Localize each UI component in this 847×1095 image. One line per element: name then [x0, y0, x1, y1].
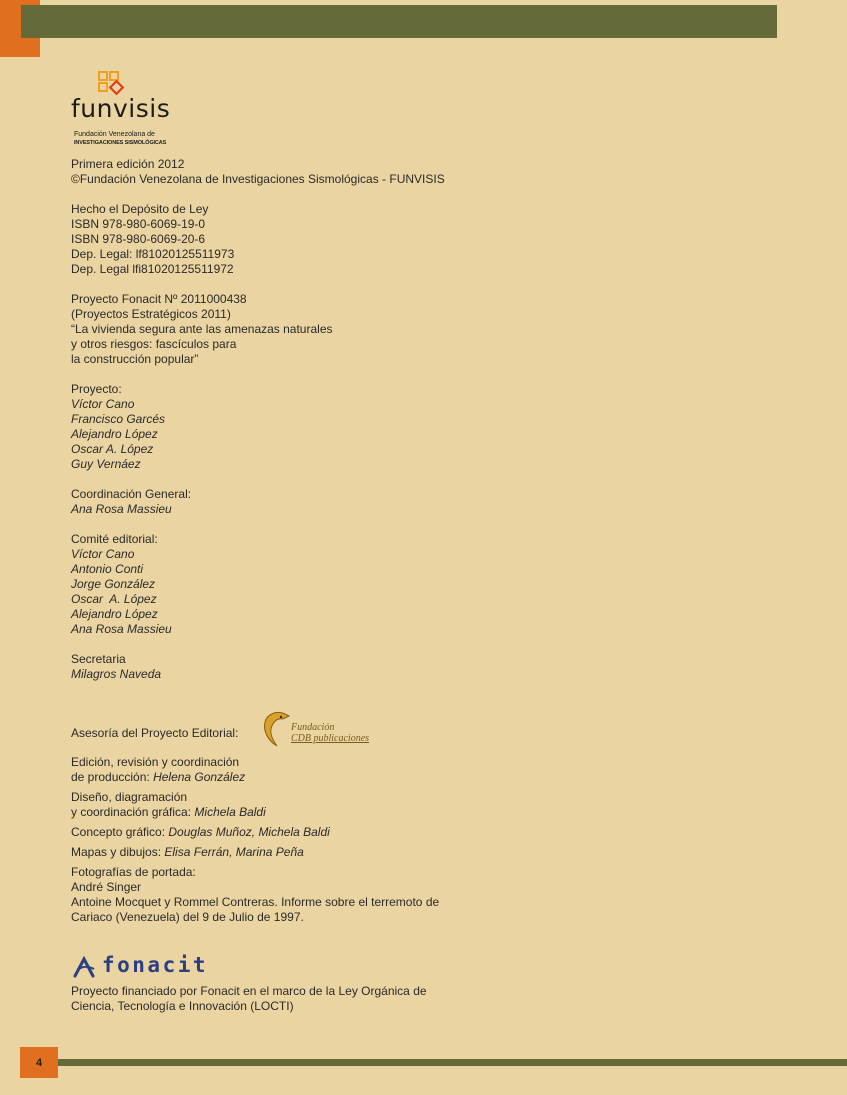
text-line: y coordinación gráfica: Michela Baldi	[71, 805, 266, 819]
person-name: Michela Baldi	[194, 805, 266, 819]
section-label: Comité editorial:	[71, 532, 158, 546]
text-line: Antoine Mocquet y Rommel Contreras. Informe sobre el terremoto de	[71, 895, 440, 909]
cdb-logo-line2: CDB publicaciones	[291, 733, 370, 744]
asesoria-row	[71, 706, 471, 752]
person-name: Alejandro López	[71, 427, 158, 441]
text-line: Proyecto financiado por Fonacit en el marco de la Ley Orgánica de	[71, 984, 427, 998]
text-line: la construcción popular”	[71, 352, 199, 366]
production-credits	[71, 755, 631, 925]
text-line: Cariaco (Venezuela) del 9 de Julio de 1997.	[71, 910, 304, 924]
funvisis-subtitle: Fundación Venezolana de	[74, 131, 155, 138]
text-line: (Proyectos Estratégicos 2011)	[71, 307, 231, 321]
person-name: Jorge González	[71, 577, 156, 591]
person-name: Helena González	[153, 770, 246, 784]
text-line: Mapas y dibujos: Elisa Ferrán, Marina Peña	[71, 845, 304, 859]
text-line: Dep. Legal: lf81020125511973	[71, 247, 235, 261]
text-line: André Singer	[71, 880, 142, 894]
fonacit-wordmark: fonacit	[102, 953, 209, 977]
person-name: Douglas Muñoz, Michela Baldi	[168, 825, 330, 839]
person-name: Ana Rosa Massieu	[71, 622, 172, 636]
credits-content	[71, 157, 631, 682]
text-line: Primera edición 2012	[71, 157, 185, 171]
person-name: Víctor Cano	[71, 397, 135, 411]
section-label: Secretaria	[71, 652, 126, 666]
text-line: de producción: Helena González	[71, 770, 246, 784]
person-name: Oscar A. López	[71, 592, 157, 606]
text-line: Ciencia, Tecnología e Innovación (LOCTI)	[71, 999, 294, 1013]
cdb-logo	[259, 708, 379, 750]
funvisis-wordmark: funvisis	[71, 94, 171, 123]
cdb-logo-line1: Fundación	[291, 722, 335, 733]
text-line: ISBN 978-980-6069-20-6	[71, 232, 206, 246]
text-line: Proyecto Fonacit Nº 2011000438	[71, 292, 247, 306]
person-name: Ana Rosa Massieu	[71, 502, 172, 516]
text-line: ©Fundación Venezolana de Investigaciones Sismológicas - FUNVISIS	[71, 172, 445, 186]
bottom-bar	[58, 1059, 847, 1066]
fonacit-logo	[72, 953, 212, 979]
dolphin-icon	[259, 708, 293, 750]
person-name: Milagros Naveda	[71, 667, 162, 681]
text-line: Concepto gráfico: Douglas Muñoz, Michela Baldi	[71, 825, 330, 839]
page-number: 4	[20, 1047, 58, 1078]
text-line: Edición, revisión y coordinación	[71, 755, 240, 769]
person-name: Alejandro López	[71, 607, 158, 621]
funvisis-logo	[71, 70, 191, 152]
text-line: ISBN 978-980-6069-19-0	[71, 217, 206, 231]
text-line: Fotografías de portada:	[71, 865, 196, 879]
text-line: Diseño, diagramación	[71, 790, 188, 804]
person-name: Elisa Ferrán, Marina Peña	[164, 845, 304, 859]
person-name: Víctor Cano	[71, 547, 135, 561]
person-name: Guy Vernáez	[71, 457, 141, 471]
section-label: Coordinación General:	[71, 487, 192, 501]
top-header-bar	[21, 5, 777, 38]
person-name: Francisco Garcés	[71, 412, 166, 426]
text-line: “La vivienda segura ante las amenazas naturales	[71, 322, 333, 336]
text-line: Hecho el Depósito de Ley	[71, 202, 209, 216]
asesoria-label: Asesoría del Proyecto Editorial:	[71, 726, 239, 740]
person-name: Antonio Conti	[71, 562, 144, 576]
fonacit-emblem-icon	[72, 955, 98, 979]
person-name: Oscar A. López	[71, 442, 154, 456]
funvisis-subtitle-bold: INVESTIGACIONES SISMOLÓGICAS	[74, 140, 167, 146]
text-line: y otros riesgos: fascículos para	[71, 337, 237, 351]
fonacit-note	[71, 984, 591, 1014]
text-line: Dep. Legal lfi81020125511972	[71, 262, 234, 276]
section-label: Proyecto:	[71, 382, 122, 396]
